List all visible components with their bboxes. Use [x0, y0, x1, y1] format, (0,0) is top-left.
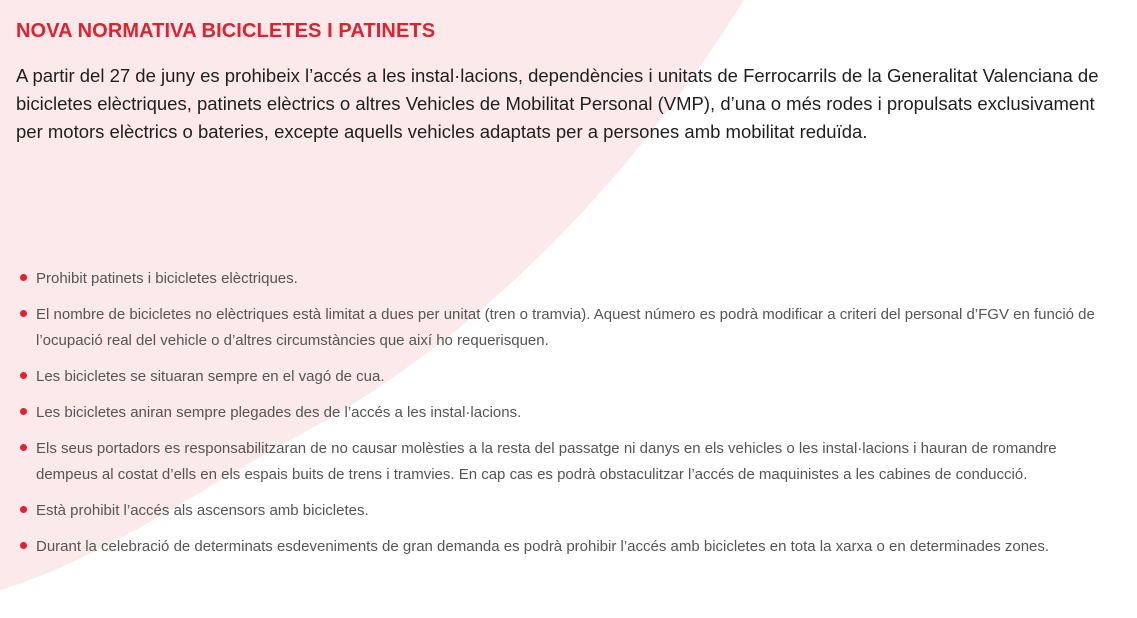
- page-title: NOVA NORMATIVA BICICLETES I PATINETS: [16, 20, 436, 42]
- list-item-text: Està prohibit l’accés als ascensors amb bicicletes.: [36, 502, 369, 519]
- bullet-icon: [20, 506, 27, 513]
- list-item: [0, 436, 1137, 488]
- bullet-icon: [20, 310, 27, 317]
- list-item-text: Les bicicletes se situaran sempre en el vagó de cua.: [36, 368, 385, 385]
- intro-paragraph: A partir del 27 de juny es prohibeix l’accés a les instal·lacions, dependències i unitats de Ferrocarrils de la Generalitat Valenciana de bicicletes elèctriques, patinets elèctrics o altres Vehicles de Mobilitat Personal (VMP), d’una o més rodes i propulsats exclusivament per motors elèctrics o bateries, excepte aquells vehicles adaptats per a persones amb mobilitat reduïda.: [16, 65, 1099, 142]
- list-item-text: Prohibit patinets i bicicletes elèctriques.: [36, 270, 298, 287]
- list-item: [0, 498, 1137, 524]
- list-item: [0, 400, 1137, 426]
- rules-list: [0, 266, 1137, 570]
- bullet-icon: [20, 274, 27, 281]
- list-item: [0, 364, 1137, 390]
- list-item-text: Les bicicletes aniran sempre plegades des de l’accés a les instal·lacions.: [36, 404, 522, 421]
- list-item-text: Durant la celebració de determinats esdeveniments de gran demanda es podrà prohibir l’accés amb bicicletes en tota la xarxa o en determinades zones.: [36, 538, 1050, 555]
- list-item: [0, 302, 1137, 354]
- list-item: [0, 266, 1137, 292]
- bullet-icon: [20, 372, 27, 379]
- list-item-text: El nombre de bicicletes no elèctriques està limitat a dues per unitat (tren o tramvia). Aquest número es podrà modificar a criteri del personal d’FGV en funció de l’ocupació real del vehicle o d’altres circumstàncies que així ho requerisquen.: [36, 306, 1095, 349]
- bullet-icon: [20, 444, 27, 451]
- bullet-icon: [20, 408, 27, 415]
- list-item-text: Els seus portadors es responsabilitzaran de no causar molèsties a la resta del passatge ni danys en els vehicles o les instal·lacions i hauran de romandre dempeus al costat d’ells en els espais buits de trens i tramvies. En cap cas es podrà obstaculitzar l’accés de maquinistes a les cabines de conducció.: [36, 440, 1057, 483]
- list-item: [0, 534, 1137, 560]
- bullet-icon: [20, 542, 27, 549]
